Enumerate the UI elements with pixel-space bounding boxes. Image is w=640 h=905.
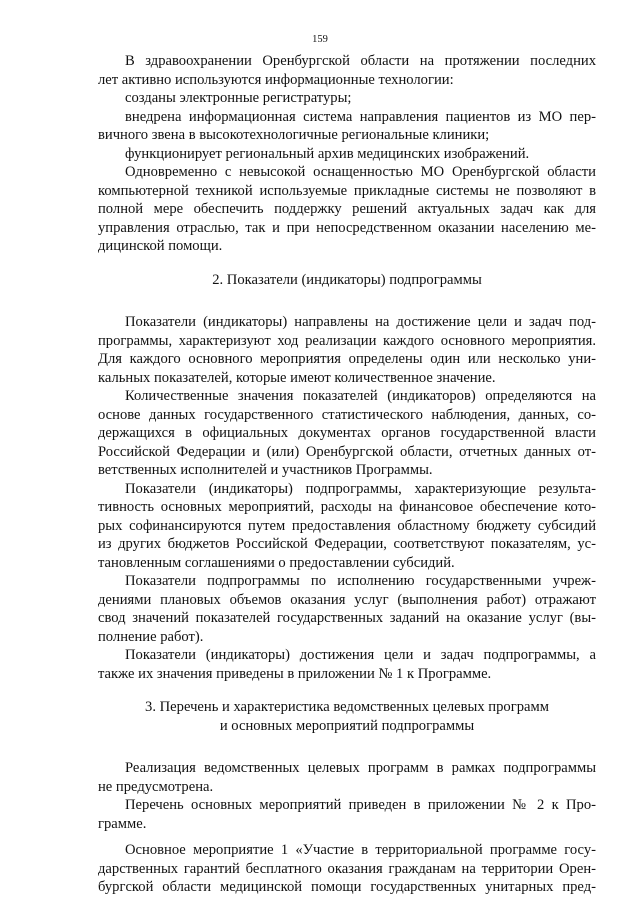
text-line: дицинской помощи. xyxy=(98,238,223,254)
text-line: бургской области медицинской помощи государственных унитарных пред- xyxy=(98,879,596,895)
intro-list xyxy=(98,89,596,163)
section2-paragraph-3 xyxy=(98,480,596,573)
text-line: рых софинансируются путем предоставления областному бюджету субсидий xyxy=(98,517,596,534)
text-line: Одновременно с невысокой оснащенностью МО Оренбургской области xyxy=(125,164,596,180)
text-line: тановленным соглашениями о предоставлении субсидий. xyxy=(98,554,455,571)
text-line: Основное мероприятие 1 «Участие в территориальной программе госу- xyxy=(125,842,596,858)
list-item: внедрена информационная система направления пациентов из МО пер- xyxy=(125,108,596,125)
list-item: созданы электронные регистратуры; xyxy=(125,90,352,106)
text-line: тивность основных мероприятий, расходы на финансовое обеспечение кото- xyxy=(98,499,596,515)
section3-paragraph-1 xyxy=(98,759,596,796)
list-item: вичного звена в высокотехнологичные региональные клиники; xyxy=(98,127,490,143)
list-item: функционирует региональный архив медицинских изображений. xyxy=(125,145,530,162)
text-line: Показатели (индикаторы) подпрограммы, характеризующие результа- xyxy=(125,480,596,497)
text-line: В здравоохранении Оренбургской области на протяжении последних xyxy=(125,53,596,69)
text-line: Показатели (индикаторы) направлены на достижение цели и задач под- xyxy=(125,314,596,330)
section-heading-block xyxy=(98,698,596,735)
text-line: дениями плановых объемов оказания услуг (выполнения работ) отражают xyxy=(98,591,596,608)
section2-paragraph-2 xyxy=(98,387,596,480)
section2-paragraph-4 xyxy=(98,572,596,646)
text-line: полнение работ). xyxy=(98,628,204,645)
page-body xyxy=(98,52,596,897)
text-line: Российской Федерации и (или) Оренбургской области, отчетных данных от- xyxy=(98,443,596,460)
text-line: полной мере обеспечить поддержку решений актуальных задач как для xyxy=(98,201,596,217)
intro-paragraph-1 xyxy=(98,52,596,89)
text-line: Перечень основных мероприятий приведен в приложении № 2 к Про- xyxy=(125,797,596,813)
section2-paragraph-5 xyxy=(98,646,596,683)
text-line: свод значений показателей государственных заданий на оказание услуг (вы- xyxy=(98,610,596,626)
text-line: Показатели (индикаторы) достижения цели и задач подпрограммы, а xyxy=(125,647,596,663)
text-line: Количественные значения показателей (индикаторов) определяются на xyxy=(125,388,596,404)
text-line: грамме. xyxy=(98,815,147,832)
section2-paragraph-1 xyxy=(98,313,596,387)
text-line: ветственных исполнителей и участников Программы. xyxy=(98,462,433,478)
section-heading: и основных мероприятий подпрограммы xyxy=(219,717,475,734)
text-line: дарственных гарантий бесплатного оказания гражданам на территории Орен- xyxy=(98,860,596,877)
section-heading: 2. Показатели (индикаторы) подпрограммы xyxy=(212,271,482,288)
text-line: основе данных государственного статистического наблюдения, данных, со- xyxy=(98,406,596,423)
text-line: из других бюджетов Российской Федерации, соответствуют показателям, ус- xyxy=(98,536,596,552)
section3-paragraph-3 xyxy=(98,841,596,897)
text-line: держащихся в официальных документах органов государственной власти xyxy=(98,425,596,441)
page-number: 159 xyxy=(312,34,328,45)
text-line: также их значения приведены в приложении № 1 к Программе. xyxy=(98,665,492,682)
section-heading: 3. Перечень и характеристика ведомственных целевых программ xyxy=(145,699,549,715)
text-line: управления отраслью, так и при непосредственном оказании населению ме- xyxy=(98,219,596,236)
text-line: Показатели подпрограммы по исполнению государственными учреж- xyxy=(125,573,596,589)
intro-paragraph-2 xyxy=(98,163,596,256)
text-line: лет активно используются информационные технологии: xyxy=(98,71,454,88)
text-line: не предусмотрена. xyxy=(98,778,214,795)
text-line: Реализация ведомственных целевых программ в рамках подпрограммы xyxy=(125,760,596,776)
section3-paragraph-2 xyxy=(98,796,596,833)
text-line: компьютерной техникой используемые прикладные системы не позволяют в xyxy=(98,182,596,199)
text-line: программы, характеризуют ход реализации каждого основного мероприятия. xyxy=(98,332,596,349)
text-line: Для каждого основного мероприятия определены один или несколько уни- xyxy=(98,351,596,367)
text-line: кальных показателей, которые имеют количественное значение. xyxy=(98,369,496,386)
